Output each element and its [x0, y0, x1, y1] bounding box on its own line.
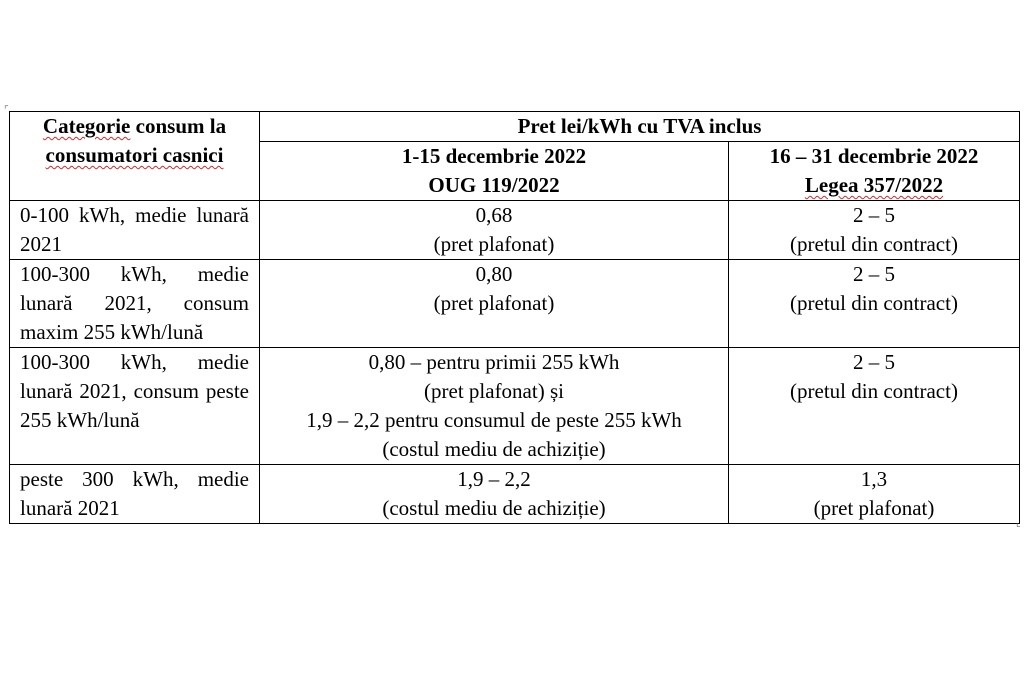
- table-row: [10, 201, 1020, 260]
- period2-price-cell: [729, 348, 1020, 465]
- price-value: 1,9 – 2,2: [457, 467, 531, 491]
- category-cell: [10, 348, 260, 465]
- header-row-1: [10, 112, 1020, 142]
- period1-price-cell: [260, 201, 729, 260]
- price-value: 0,80: [475, 262, 513, 286]
- category-text: 100-300 kWh, medie lunară 2021, consum peste 255 kWh/lună: [20, 350, 249, 432]
- period1-dates: 1-15 decembrie 2022: [401, 144, 587, 168]
- category-text: 100-300 kWh, medie lunară 2021, consum maxim 255 kWh/lună: [20, 262, 249, 344]
- electricity-price-table: [9, 111, 1020, 524]
- price-value: 0,68: [475, 203, 513, 227]
- price-note: (pret plafonat): [813, 496, 935, 520]
- table-row: [10, 348, 1020, 465]
- period1-price-cell: [260, 465, 729, 524]
- category-cell: [10, 260, 260, 348]
- price-note: (pretul din contract): [790, 379, 958, 403]
- table-anchor-mark: ⌜: [4, 105, 9, 116]
- price-note: (pretul din contract): [790, 291, 958, 315]
- price-note: (pret plafonat): [433, 232, 555, 256]
- period2-price-cell: [729, 201, 1020, 260]
- price-value: 0,80 – pentru primii 255 kWh: [368, 350, 620, 374]
- period2-law: Legea 357/2022: [804, 173, 944, 197]
- period2-dates: 16 – 31 decembrie 2022: [769, 144, 979, 168]
- period2-price-cell: [729, 260, 1020, 348]
- category-cell: [10, 201, 260, 260]
- price-note: (pret plafonat): [433, 291, 555, 315]
- period2-header-cell: [729, 142, 1020, 201]
- price-header-cell: [260, 112, 1020, 142]
- table-row: [10, 260, 1020, 348]
- price-value: 1,3: [860, 467, 888, 491]
- table-resize-mark: ⌞: [1016, 518, 1021, 529]
- period1-law: OUG 119/2022: [428, 173, 560, 197]
- period1-header-cell: [260, 142, 729, 201]
- price-header-text: Pret lei/kWh cu TVA inclus: [517, 114, 762, 138]
- price-note-secondary: (costul mediu de achiziție): [382, 437, 606, 461]
- category-text: peste 300 kWh, medie lunară 2021: [20, 467, 249, 520]
- category-header-line-1: Categorie consum la: [42, 114, 227, 138]
- category-header-cell: [10, 112, 260, 201]
- price-value: 2 – 5: [853, 203, 895, 227]
- price-value: 2 – 5: [853, 262, 895, 286]
- price-note: (pretul din contract): [790, 232, 958, 256]
- price-note: (pret plafonat) și: [424, 379, 564, 403]
- table-row: [10, 465, 1020, 524]
- price-value-secondary: 1,9 – 2,2 pentru consumul de peste 255 kWh: [306, 408, 682, 432]
- category-header-line-2: consumatori casnici: [45, 143, 224, 167]
- period1-price-cell: [260, 348, 729, 465]
- price-value: 2 – 5: [853, 350, 895, 374]
- period2-price-cell: [729, 465, 1020, 524]
- price-note: (costul mediu de achiziție): [382, 496, 606, 520]
- category-text: 0-100 kWh, medie lunară 2021: [20, 203, 249, 256]
- category-cell: [10, 465, 260, 524]
- period1-price-cell: [260, 260, 729, 348]
